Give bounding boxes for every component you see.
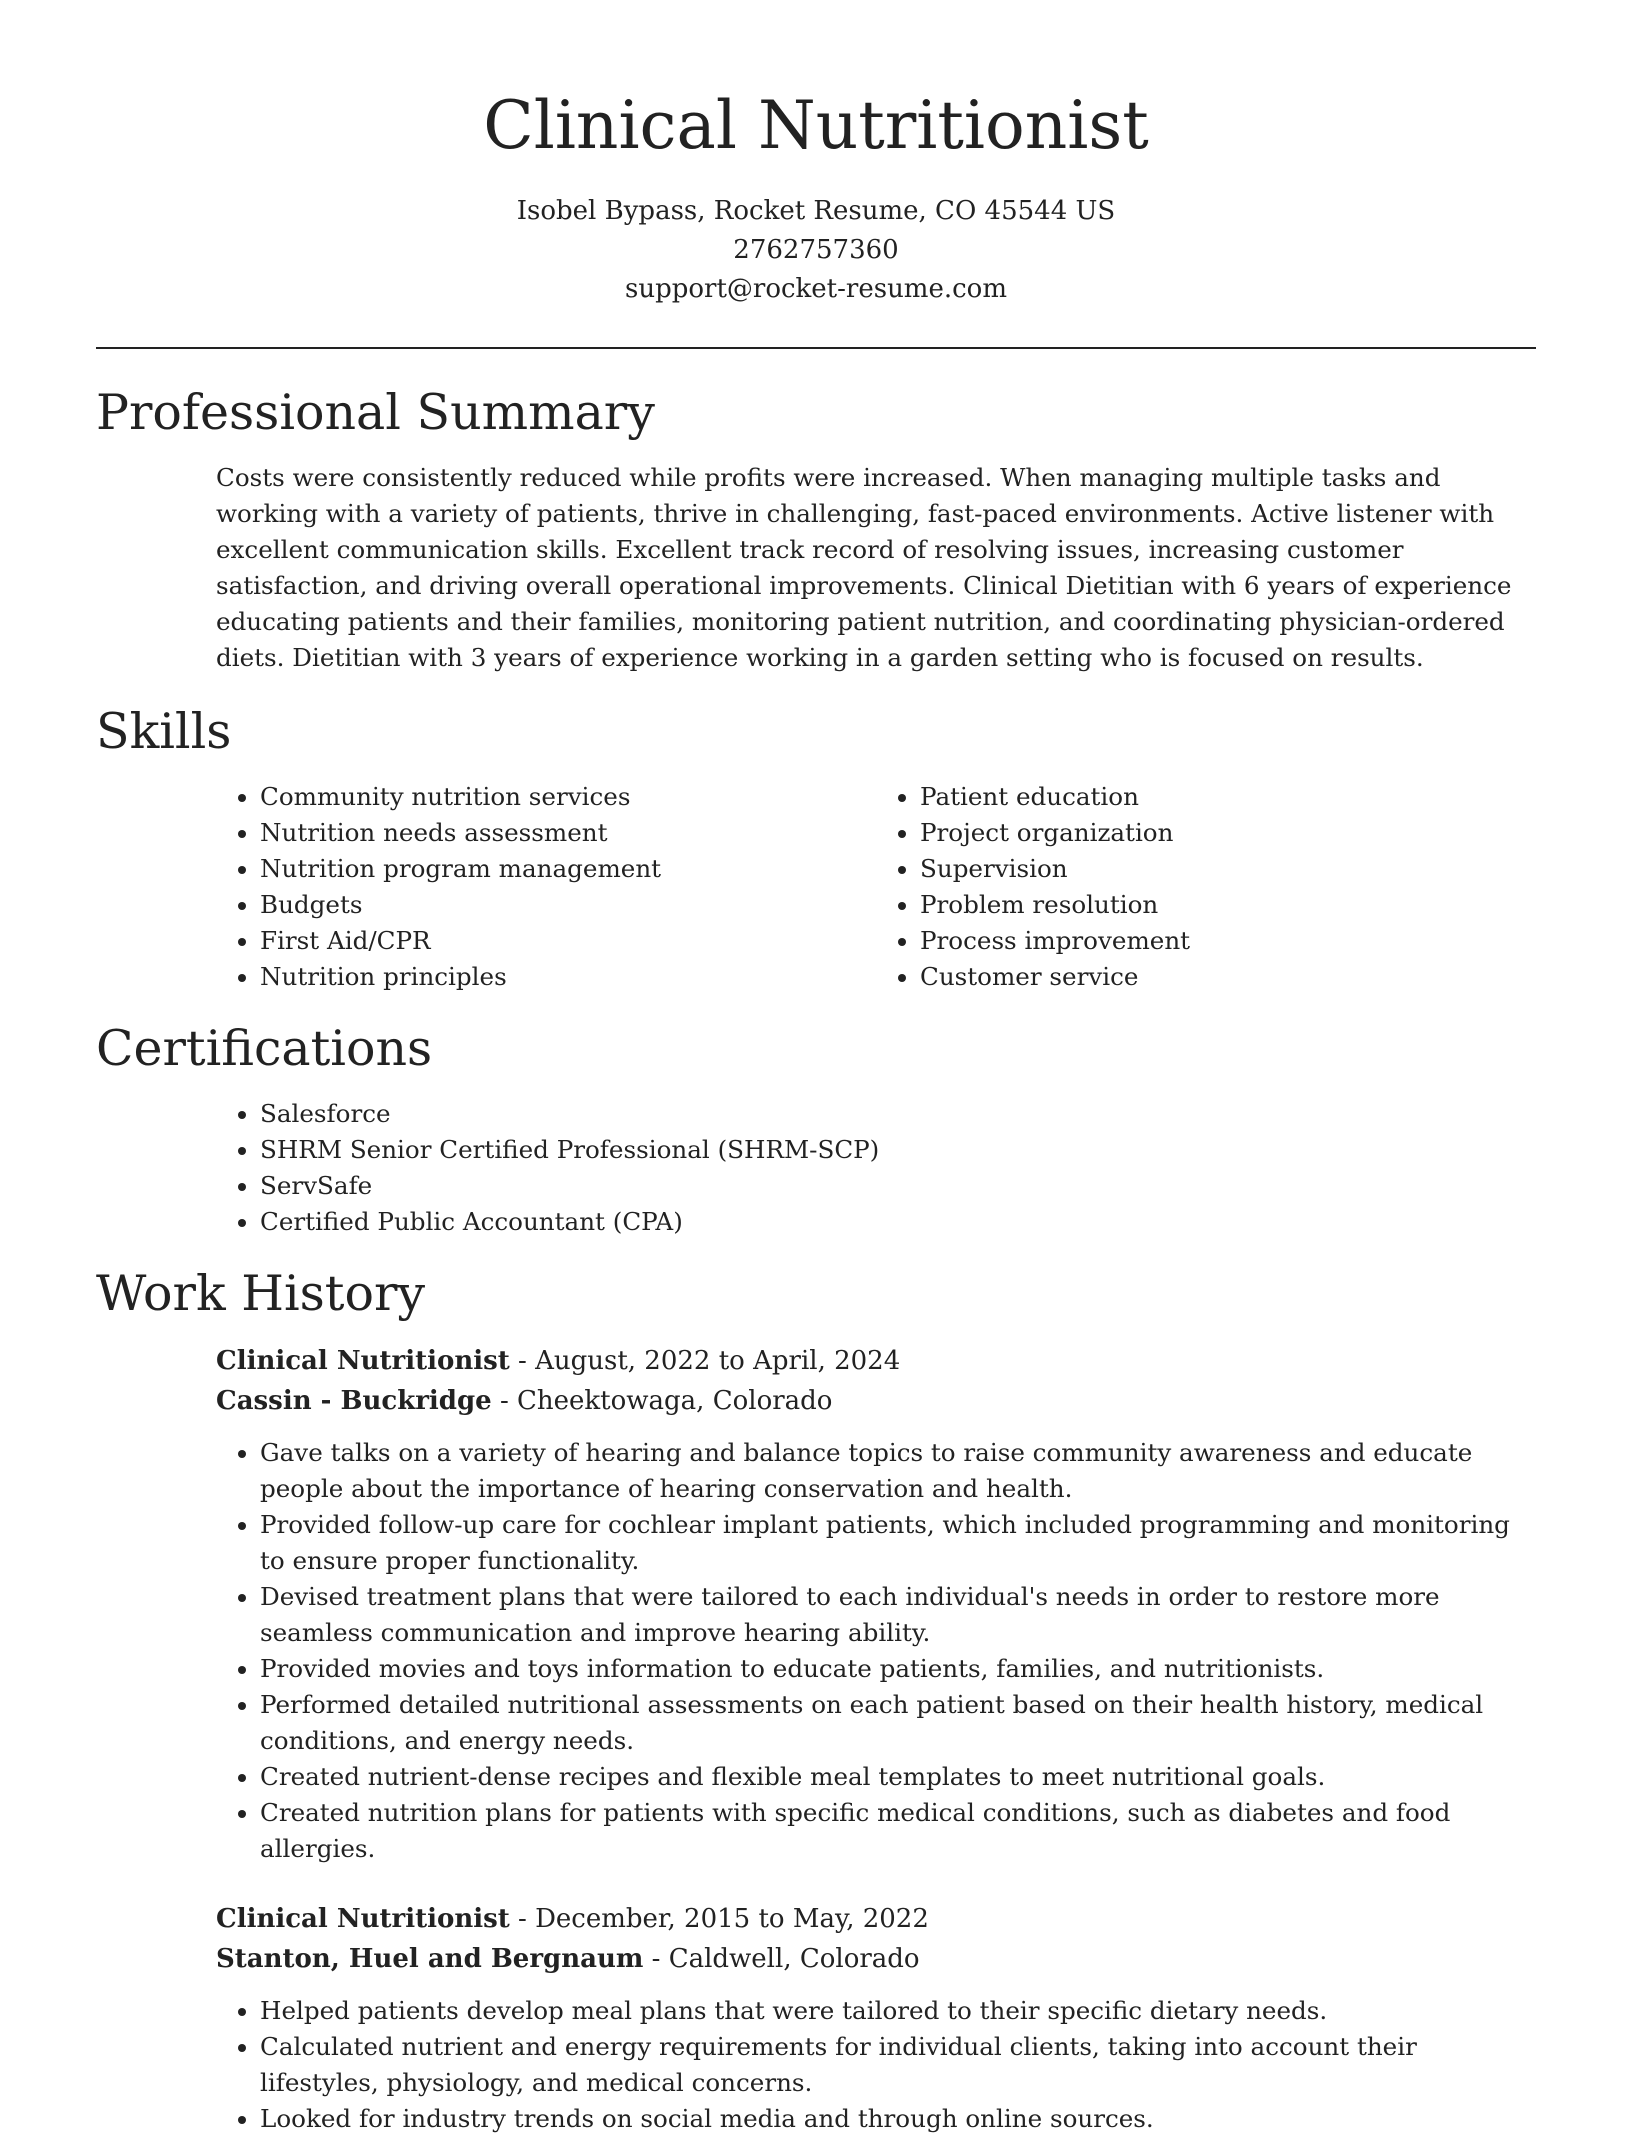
job-bullet: • Devised treatment plans that were tailored to each individual's needs in order to restore more seamless communication and improve hearing ability. — [260, 1579, 1536, 1651]
skill-item: • Nutrition needs assessment — [260, 815, 876, 851]
skills-columns — [216, 779, 1536, 995]
skill-item: • Supervision — [920, 851, 1536, 887]
job-bullet: • Created nutrient-dense recipes and flexible meal templates to meet nutritional goals. — [260, 1759, 1536, 1795]
skills-heading: Skills — [96, 703, 232, 760]
job-bullet: • Calculated nutrient and energy requirements for individual clients, taking into account their lifestyles, physiology, and medical concerns. — [260, 2029, 1536, 2101]
job-bullet: • Performed detailed nutritional assessments on each patient based on their health history, medical conditions, and energy needs. — [260, 1687, 1536, 1759]
job-bullets — [216, 1993, 1536, 2137]
certifications-list — [216, 1096, 1536, 1240]
job-company-line — [216, 1939, 1536, 1979]
summary-heading: Professional Summary — [96, 384, 655, 441]
job-company-line — [216, 1381, 1536, 1421]
page-title: Clinical Nutritionist — [483, 87, 1149, 164]
contact-phone: 2762757360 — [733, 235, 899, 265]
header-divider — [96, 347, 1536, 349]
contact-email: support@rocket-resume.com — [624, 274, 1007, 304]
job-entry — [216, 1341, 1536, 1867]
job-location: - Cheektowaga, Colorado — [491, 1386, 833, 1416]
skill-item: • Patient education — [920, 779, 1536, 815]
certification-item: • Salesforce — [260, 1096, 1536, 1132]
job-bullet: • Created nutrition plans for patients with specific medical conditions, such as diabetes and food allergies. — [260, 1795, 1536, 1867]
job-bullet: • Gave talks on a variety of hearing and balance topics to raise community awareness and educate people about the importance of hearing conservation and health. — [260, 1435, 1536, 1507]
resume-page — [96, 0, 1536, 2137]
job-bullet: • Looked for industry trends on social media and through online sources. — [260, 2101, 1536, 2137]
job-location: - Caldwell, Colorado — [643, 1944, 920, 1974]
skill-item: • Budgets — [260, 887, 876, 923]
job-role: Clinical Nutritionist — [216, 1904, 510, 1934]
certification-item: • ServSafe — [260, 1168, 1536, 1204]
skills-list-right — [876, 779, 1536, 995]
job-dates: - December, 2015 to May, 2022 — [509, 1904, 929, 1934]
summary-text: Costs were consistently reduced while profits were increased. When managing multiple tasks and working with a variety of patients, thrive in challenging, fast-paced environments. Active listener with excellent communication skills. Excellent track record of resolving issues, increasing customer satisfaction, and driving overall operational improvements. Clinical Dietitian with 6 years of experience educating patients and their families, monitoring patient nutrition, and coordinating physician-ordered diets. Dietitian with 3 years of experience working in a garden setting who is focused on results. — [216, 463, 1512, 672]
contact-info — [96, 192, 1536, 309]
job-entry — [216, 1899, 1536, 2137]
resume-header — [96, 0, 1536, 309]
certification-item: • SHRM Senior Certified Professional (SHRM-SCP) — [260, 1132, 1536, 1168]
skill-item: • Nutrition program management — [260, 851, 876, 887]
skill-item: • Customer service — [920, 959, 1536, 995]
job-bullet: • Helped patients develop meal plans that were tailored to their specific dietary needs. — [260, 1993, 1536, 2029]
job-company: Cassin - Buckridge — [216, 1386, 492, 1416]
skill-item: • Community nutrition services — [260, 779, 876, 815]
job-company: Stanton, Huel and Bergnaum — [216, 1944, 644, 1974]
job-bullet: • Provided follow-up care for cochlear implant patients, which included programming and monitoring to ensure proper functionality. — [260, 1507, 1536, 1579]
job-title-line — [216, 1341, 1536, 1381]
skill-item: • Process improvement — [920, 923, 1536, 959]
job-bullets — [216, 1435, 1536, 1867]
skill-item: • Project organization — [920, 815, 1536, 851]
contact-address: Isobel Bypass, Rocket Resume, CO 45544 US — [516, 196, 1116, 226]
job-dates: - August, 2022 to April, 2024 — [509, 1346, 901, 1376]
job-bullet: • Provided movies and toys information to educate patients, families, and nutritionists. — [260, 1651, 1536, 1687]
skills-list-left — [216, 779, 876, 995]
certification-item: • Certified Public Accountant (CPA) — [260, 1204, 1536, 1240]
job-title-line — [216, 1899, 1536, 1939]
skill-item: • Problem resolution — [920, 887, 1536, 923]
skill-item: • Nutrition principles — [260, 959, 876, 995]
skill-item: • First Aid/CPR — [260, 923, 876, 959]
job-role: Clinical Nutritionist — [216, 1346, 510, 1376]
certifications-heading: Certifications — [96, 1020, 433, 1077]
work-history-heading: Work History — [96, 1265, 426, 1322]
